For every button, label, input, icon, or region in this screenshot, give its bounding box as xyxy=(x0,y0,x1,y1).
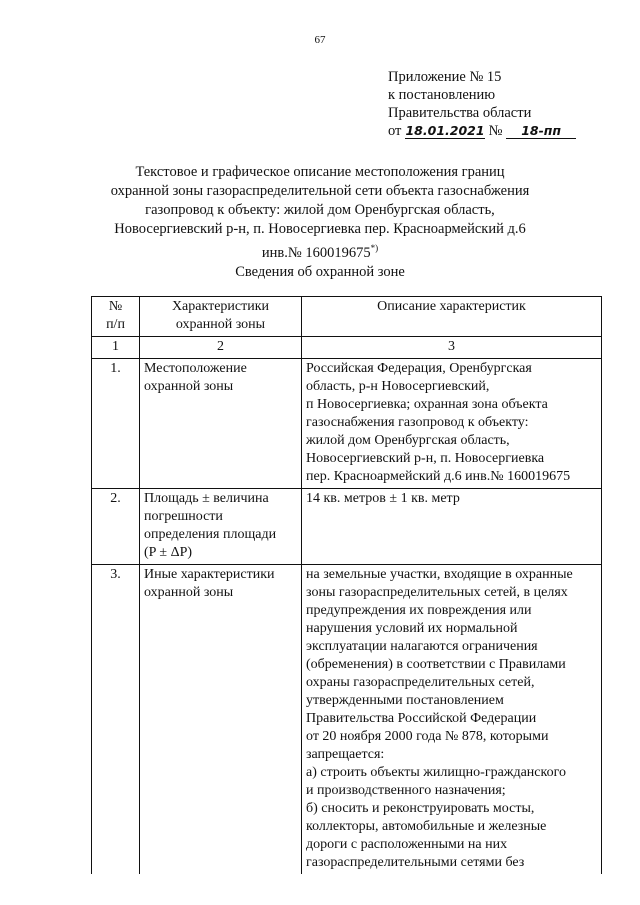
document-title xyxy=(60,163,580,263)
appendix-line-2: к постановлению xyxy=(388,87,496,103)
column-number-2: 2 xyxy=(140,337,302,359)
table-row xyxy=(92,359,602,489)
title-line-5 xyxy=(60,239,580,263)
row-number: 2. xyxy=(92,489,140,565)
row-number: 3. xyxy=(92,565,140,875)
footnote-mark: *) xyxy=(370,243,379,253)
from-label: от xyxy=(388,123,402,139)
handwritten-date: 18.01.2021 xyxy=(405,123,485,138)
handwritten-number: 18-пп xyxy=(506,124,576,139)
row-characteristic: Площадь ± величина погрешности определения площади (P ± ΔP) xyxy=(140,489,302,565)
column-number-3: 3 xyxy=(302,337,602,359)
number-label: № xyxy=(488,123,503,139)
column-number-1: 1 xyxy=(92,337,140,359)
row-description: Российская Федерация, Оренбургская область, р-н Новосергиевский, п Новосергиевка; охранная зона объекта газоснабжения газопровод к объекту: жилой дом Оренбургская область, Новосергиевский р-н, п. Новосергиевка пер. Красноармейский д.6 инв.№ 160019675 xyxy=(302,359,602,489)
protection-zone-table xyxy=(91,296,602,874)
appendix-line-3: Правительства области xyxy=(388,105,532,121)
inventory-number: инв.№ 160019675 xyxy=(261,244,371,261)
table-numbering-row xyxy=(92,337,602,359)
row-description: 14 кв. метров ± 1 кв. метр xyxy=(302,489,602,565)
table-header-row xyxy=(92,297,602,337)
row-number: 1. xyxy=(92,359,140,489)
title-line-1: Текстовое и графическое описание местоположения границ xyxy=(135,164,505,180)
title-line-2: охранной зоны газораспределительной сети объекта газоснабжения xyxy=(110,183,530,199)
header-description: Описание характеристик xyxy=(302,297,602,337)
row-characteristic: Иные характеристики охранной зоны xyxy=(140,565,302,875)
table-row xyxy=(92,565,602,875)
header-number: № п/п xyxy=(92,297,140,337)
appendix-block xyxy=(388,68,576,140)
page-number: 67 xyxy=(314,34,326,46)
appendix-date-line xyxy=(388,122,576,140)
table-row xyxy=(92,489,602,565)
appendix-line-1: Приложение № 15 xyxy=(388,69,502,85)
section-subtitle: Сведения об охранной зоне xyxy=(235,264,405,280)
title-line-3: газопровод к объекту: жилой дом Оренбургская область, xyxy=(145,202,495,218)
row-description: на земельные участки, входящие в охранные зоны газораспределительных сетей, в целях предупреждения их повреждения или нарушения условий их нормальной эксплуатации налагаются ограничения (обременения) в соответствии с Правилами охраны газораспределительных сетей, утвержденными постановлением Правительства Российской Федерации от 20 ноября 2000 года № 878, которыми запрещается: а) строить объекты жилищно-гражданского и производственного назначения; б) сносить и реконструировать мосты, коллекторы, автомобильные и железные дороги с расположенными на них газораспределительными сетями без xyxy=(302,565,602,875)
header-characteristics: Характеристики охранной зоны xyxy=(140,297,302,337)
row-characteristic: Местоположение охранной зоны xyxy=(140,359,302,489)
title-line-4: Новосергиевский р-н, п. Новосергиевка пер. Красноармейский д.6 xyxy=(114,221,526,237)
